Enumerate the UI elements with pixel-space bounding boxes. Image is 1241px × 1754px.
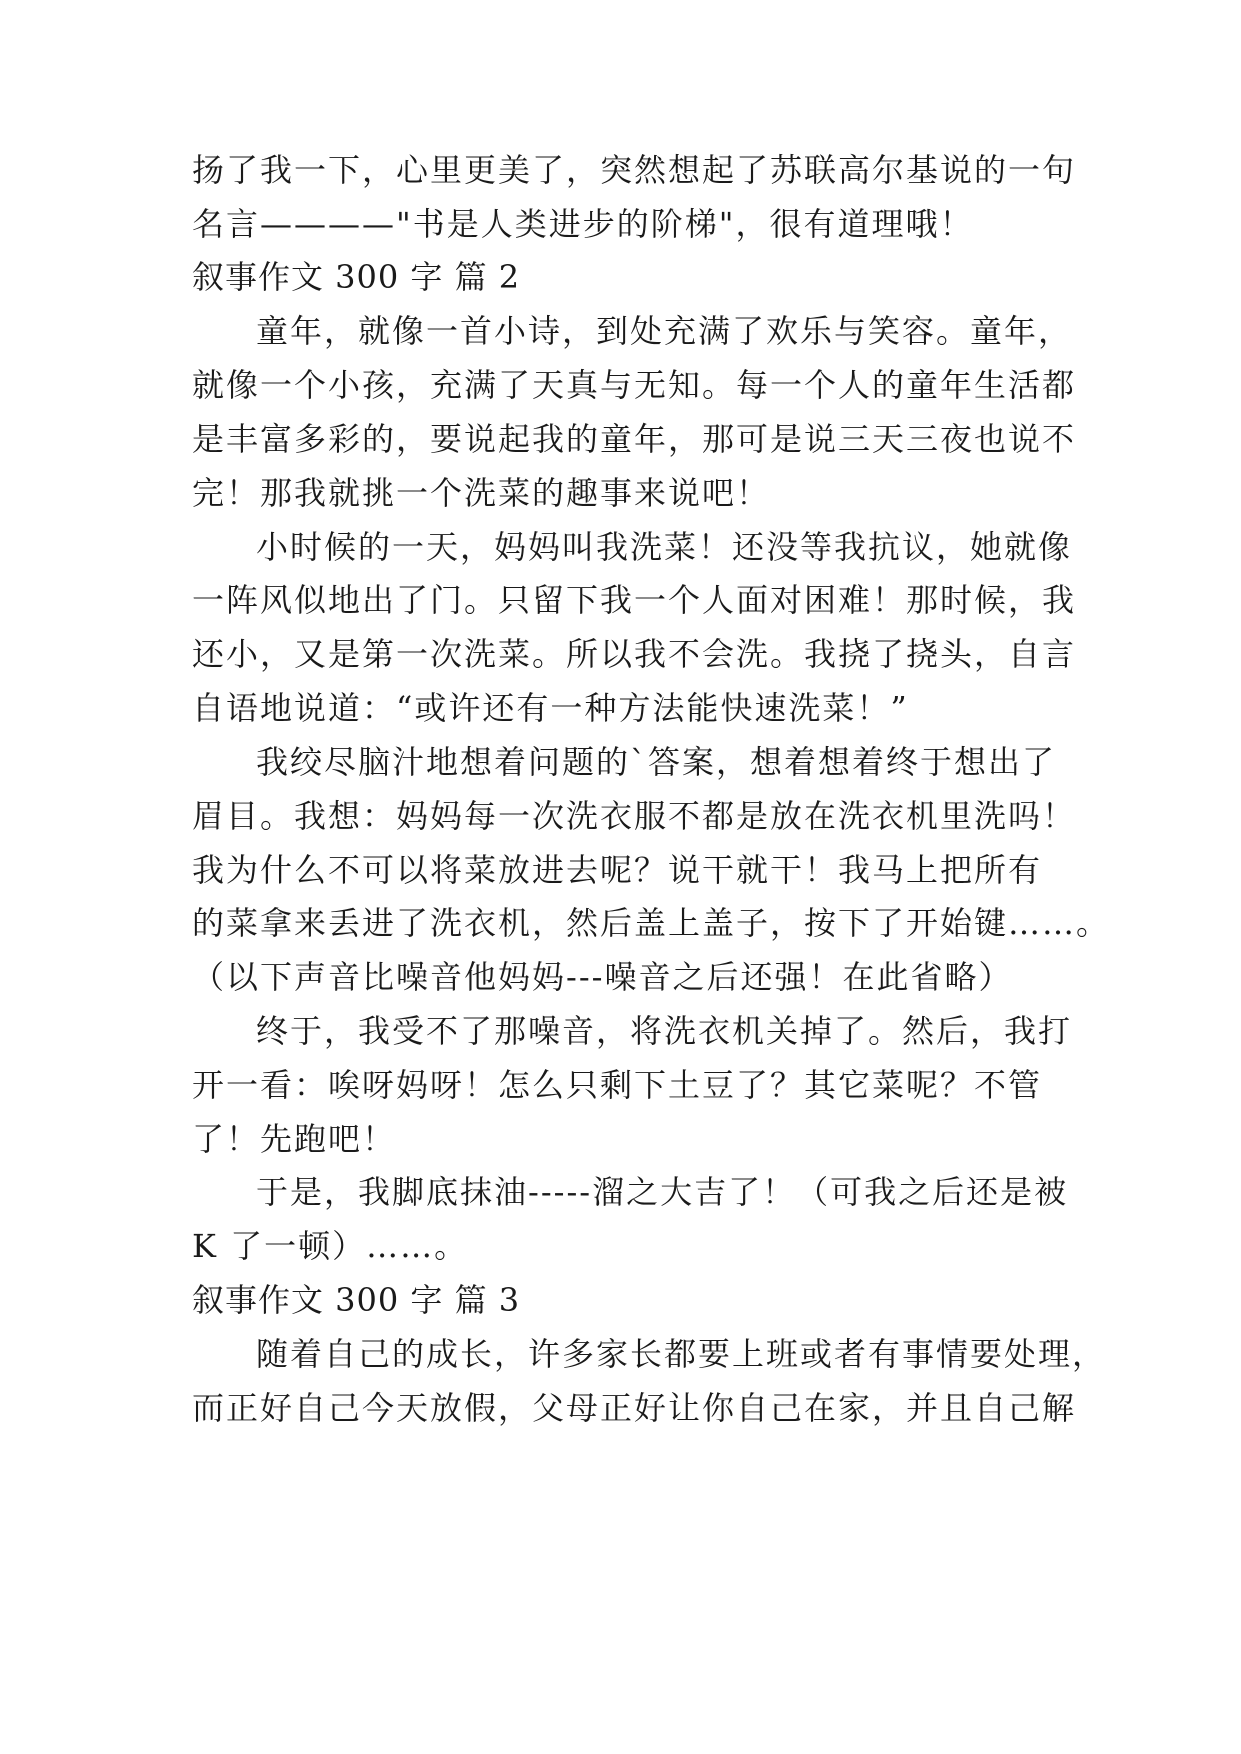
text-line: K 了一顿）……。 [192,1227,469,1265]
text-line: 了！先跑吧！ [192,1120,397,1158]
text-line: 一阵风似地出了门。只留下我一个人面对困难！那时候，我 [192,581,1077,619]
text-line: 开一看：唉呀妈呀！怎么只剩下土豆了？其它菜呢？不管 [192,1066,1043,1104]
paragraph-first-line: 小时候的一天，妈妈叫我洗菜！还没等我抗议，她就像 [256,528,1073,566]
text-line: 是丰富多彩的，要说起我的童年，那可是说三天三夜也说不 [192,420,1077,458]
text-line: 还小，又是第一次洗菜。所以我不会洗。我挠了挠头，自言 [192,635,1077,673]
text-line: 完！那我就挑一个洗菜的趣事来说吧！ [192,474,771,512]
paragraph-first-line: 童年，就像一首小诗，到处充满了欢乐与笑容。童年， [256,312,1073,350]
text-line: 而正好自己今天放假，父母正好让你自己在家，并且自己解 [192,1389,1077,1427]
text-line: 眉目。我想：妈妈每一次洗衣服不都是放在洗衣机里洗吗！ [192,797,1077,835]
section-heading: 叙事作文 300 字 篇 3 [192,1281,521,1319]
section-heading: 叙事作文 300 字 篇 2 [192,258,521,296]
paragraph-first-line: 终于，我受不了那噪音，将洗衣机关掉了。然后，我打 [256,1012,1073,1050]
text-line: 自语地说道：“或许还有一种方法能快速洗菜！” [192,689,909,727]
text-line: 的菜拿来丢进了洗衣机，然后盖上盖子，按下了开始键……。 [192,904,1111,942]
paragraph-first-line: 于是，我脚底抹油-----溜之大吉了！（可我之后还是被 [256,1173,1069,1211]
text-line: （以下声音比噪音他妈妈---噪音之后还强！在此省略） [192,958,1013,996]
paragraph-first-line: 随着自己的成长，许多家长都要上班或者有事情要处理， [256,1335,1107,1373]
text-line: 名言————"书是人类进步的阶梯"，很有道理哦！ [192,205,974,243]
text-line: 就像一个小孩，充满了天真与无知。每一个人的童年生活都 [192,366,1077,404]
text-line: 我为什么不可以将菜放进去呢？说干就干！我马上把所有 [192,851,1043,889]
text-line: 扬了我一下，心里更美了，突然想起了苏联高尔基说的一句 [192,151,1077,189]
paragraph-first-line: 我绞尽脑汁地想着问题的`答案，想着想着终于想出了 [256,743,1057,781]
